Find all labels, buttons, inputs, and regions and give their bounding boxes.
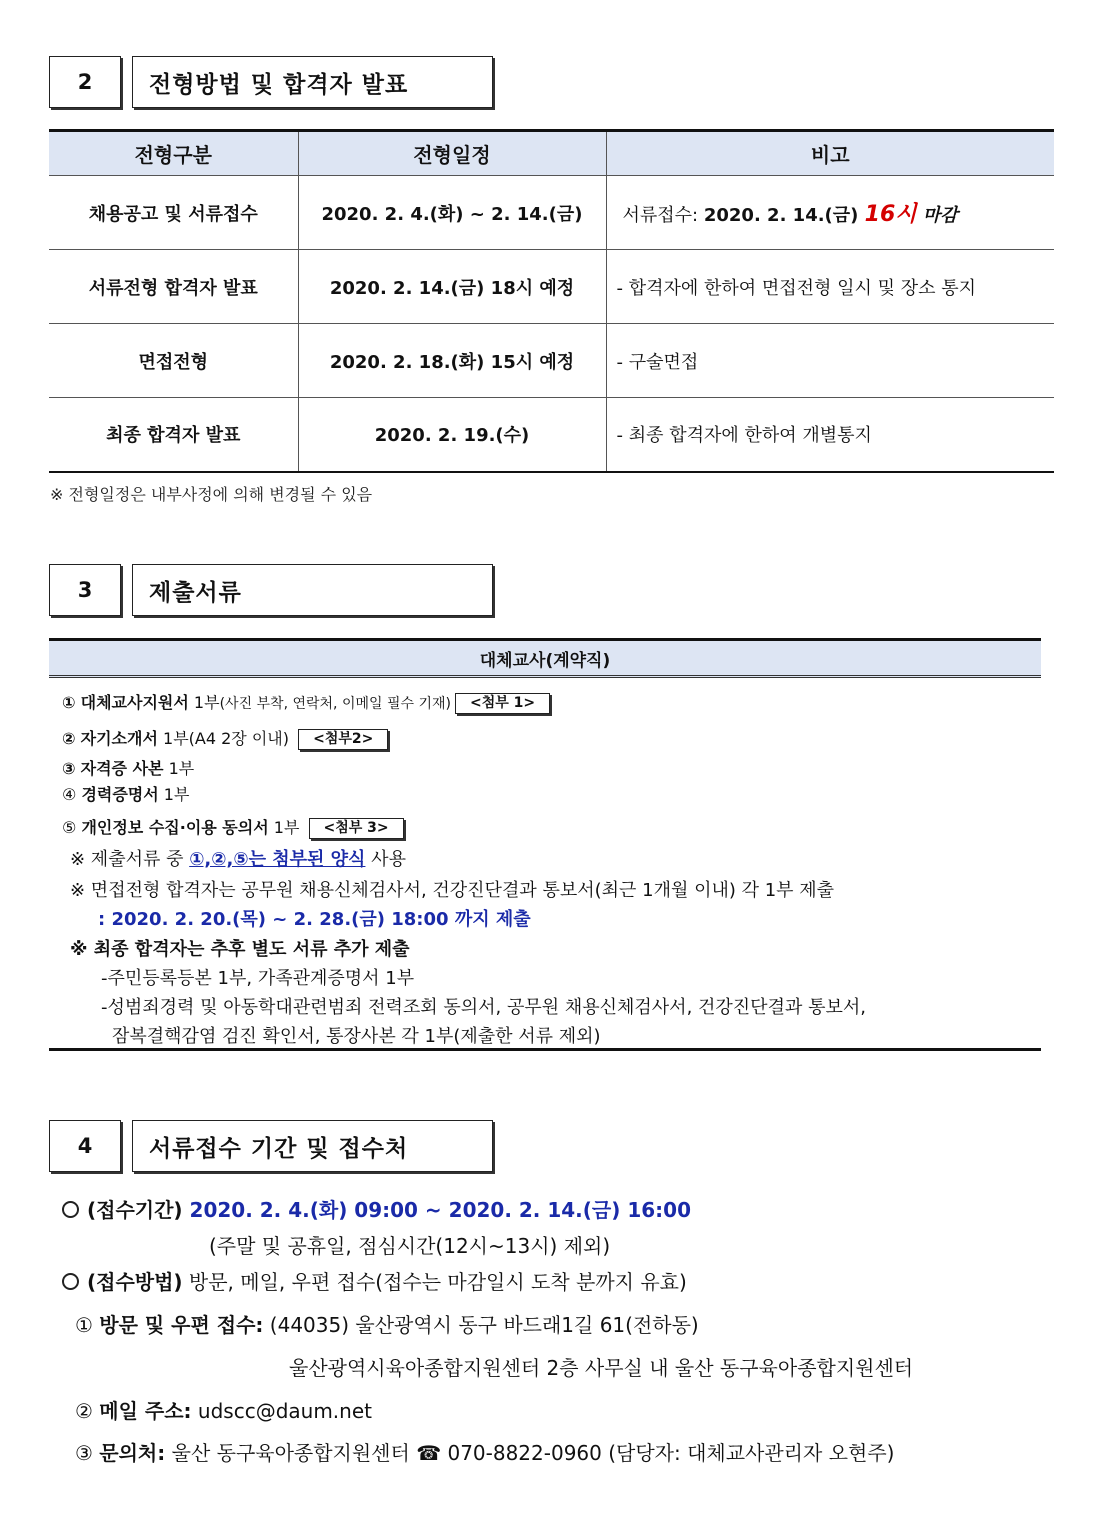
item-qty: 1부	[268, 818, 300, 837]
section-3-header	[49, 564, 494, 617]
period-value: 2020. 2. 4.(화) 09:00 ~ 2020. 2. 14.(금) 16:00	[182, 1198, 692, 1222]
note-cell: - 합격자에 한하여 면접전형 일시 및 장소 통지	[606, 250, 1054, 324]
attachment-label: <첨부 1>	[455, 693, 550, 714]
interview-docs-note: ※ 면접전형 합격자는 공무원 채용신체검사서, 건강진단결과 통보서(최근 1개월 이내) 각 1부 제출	[70, 880, 835, 901]
document-item	[62, 690, 550, 714]
schedule-cell: 2020. 2. 18.(화) 15시 예정	[298, 324, 606, 398]
final-docs-list-2: -성범죄경력 및 아동학대관련범죄 전력조회 동의서, 공무원 채용신체검사서, 건강진단결과 통보서,	[101, 997, 866, 1018]
item-detail: (A4 2장 이내)	[188, 729, 289, 748]
table-row	[49, 250, 1054, 324]
item-qty: 1부	[158, 785, 190, 804]
note-cell: - 구술면접	[606, 324, 1054, 398]
section-title: 제출서류	[132, 564, 493, 616]
period-exclusion: (주말 및 공휴일, 점심시간(12시~13시) 제외)	[209, 1234, 611, 1258]
item-number: ①	[62, 693, 76, 712]
section-number: 4	[49, 1120, 121, 1172]
note-cell: - 최종 합격자에 한하여 개별통지	[606, 398, 1054, 472]
item-qty: 1부	[163, 759, 195, 778]
final-docs-note: ※ 최종 합격자는 추후 별도 서류 추가 제출	[70, 939, 410, 960]
column-header: 전형구분	[49, 131, 298, 176]
mail-label: 메일 주소:	[99, 1399, 192, 1423]
schedule-footnote: ※ 전형일정은 내부사정에 의해 변경될 수 있음	[50, 485, 373, 504]
method-value: 방문, 메일, 우편 접수(접수는 마감일시 도착 분까지 유효)	[182, 1270, 687, 1294]
document-category-bar: 대체교사(계약직)	[49, 638, 1041, 678]
item-number: ④	[62, 785, 77, 804]
item-name: 자기소개서	[80, 729, 158, 748]
table-header-row	[49, 131, 1054, 176]
note-prefix: ※ 제출서류 중	[70, 849, 190, 870]
section-number: 2	[49, 56, 121, 108]
visit-address-detail: 울산광역시육아종합지원센터 2층 사무실 내 울산 동구육아종합지원센터	[289, 1356, 914, 1380]
contact-phone: 070-8822-0960 (담당자: 대체교사관리자 오현주)	[441, 1441, 895, 1465]
table-row	[49, 398, 1054, 472]
column-header: 비고	[606, 131, 1054, 176]
visit-label: 방문 및 우편 접수:	[99, 1313, 264, 1337]
item-name: 대체교사지원서	[80, 693, 189, 712]
document-item	[62, 815, 404, 839]
table-row	[49, 176, 1054, 250]
item-number: ③	[62, 759, 76, 778]
schedule-cell: 2020. 2. 14.(금) 18시 예정	[298, 250, 606, 324]
item-name: 개인정보 수집·이용 동의서	[81, 818, 269, 837]
section-divider	[49, 1048, 1041, 1051]
visit-mail-address	[75, 1309, 699, 1338]
section-4-header	[49, 1120, 494, 1173]
item-number: ②	[62, 729, 76, 748]
contact-label: 문의처:	[99, 1441, 166, 1465]
period-label: (접수기간)	[87, 1198, 183, 1222]
item-detail: (사진 부착, 연락처, 이메일 필수 기재)	[219, 696, 451, 712]
item-name: 자격증 사본	[80, 759, 164, 778]
item-number: ⑤	[62, 818, 77, 837]
section-2-header	[49, 56, 494, 109]
stage-cell: 최종 합격자 발표	[49, 398, 298, 472]
note-suffix: 마감	[916, 205, 958, 226]
bullet-circle-icon	[62, 1201, 79, 1218]
attachment-label: <첨부 3>	[309, 818, 404, 839]
note-date: 2020. 2. 14.(금)	[703, 205, 865, 226]
note-prefix: 서류접수:	[622, 205, 704, 226]
schedule-cell: 2020. 2. 19.(수)	[298, 398, 606, 472]
item-number: ①	[75, 1313, 93, 1337]
section-number: 3	[49, 564, 121, 616]
stage-cell: 서류전형 합격자 발표	[49, 250, 298, 324]
item-number: ②	[75, 1399, 93, 1423]
item-name: 경력증명서	[81, 785, 159, 804]
method-label: (접수방법)	[87, 1270, 183, 1294]
email-address	[75, 1395, 372, 1424]
final-docs-list-3: 잠복결핵감염 검진 확인서, 통장사본 각 1부(제출한 서류 제외)	[112, 1026, 601, 1047]
visit-address: (44035) 울산광역시 동구 바드래1길 61(전하동)	[263, 1313, 699, 1337]
final-docs-list-1: -주민등록등본 1부, 가족관계증명서 1부	[101, 968, 415, 989]
item-qty: 1부	[157, 729, 189, 748]
form-usage-note	[70, 845, 406, 871]
mail-value: udscc@daum.net	[191, 1399, 372, 1423]
contact-info	[75, 1437, 894, 1466]
stage-cell: 채용공고 및 서류접수	[49, 176, 298, 250]
attachment-label: <첨부2>	[298, 729, 388, 750]
note-cell	[606, 176, 1054, 250]
document-item	[62, 782, 189, 805]
item-qty: 1부	[188, 693, 220, 712]
submission-period	[62, 1194, 691, 1223]
schedule-table	[49, 129, 1054, 473]
section-title: 서류접수 기간 및 접수처	[132, 1120, 493, 1172]
column-header: 전형일정	[298, 131, 606, 176]
schedule-cell: 2020. 2. 4.(화) ~ 2. 14.(금)	[298, 176, 606, 250]
document-item	[62, 726, 388, 750]
note-suffix: 사용	[365, 849, 406, 870]
item-number: ③	[75, 1441, 93, 1465]
stage-cell: 면접전형	[49, 324, 298, 398]
interview-docs-deadline: : 2020. 2. 20.(목) ~ 2. 28.(금) 18:00 까지 제출	[98, 909, 531, 930]
telephone-icon: ☎	[416, 1441, 442, 1465]
attached-forms-highlight: ①,②,⑤는 첨부된 양식	[189, 849, 366, 870]
deadline-time: 16시	[864, 202, 917, 227]
bullet-circle-icon	[62, 1273, 79, 1290]
section-title: 전형방법 및 합격자 발표	[132, 56, 493, 108]
table-row	[49, 324, 1054, 398]
submission-method	[62, 1266, 687, 1295]
document-item	[62, 756, 194, 779]
contact-value: 울산 동구육아종합지원센터	[165, 1441, 417, 1465]
